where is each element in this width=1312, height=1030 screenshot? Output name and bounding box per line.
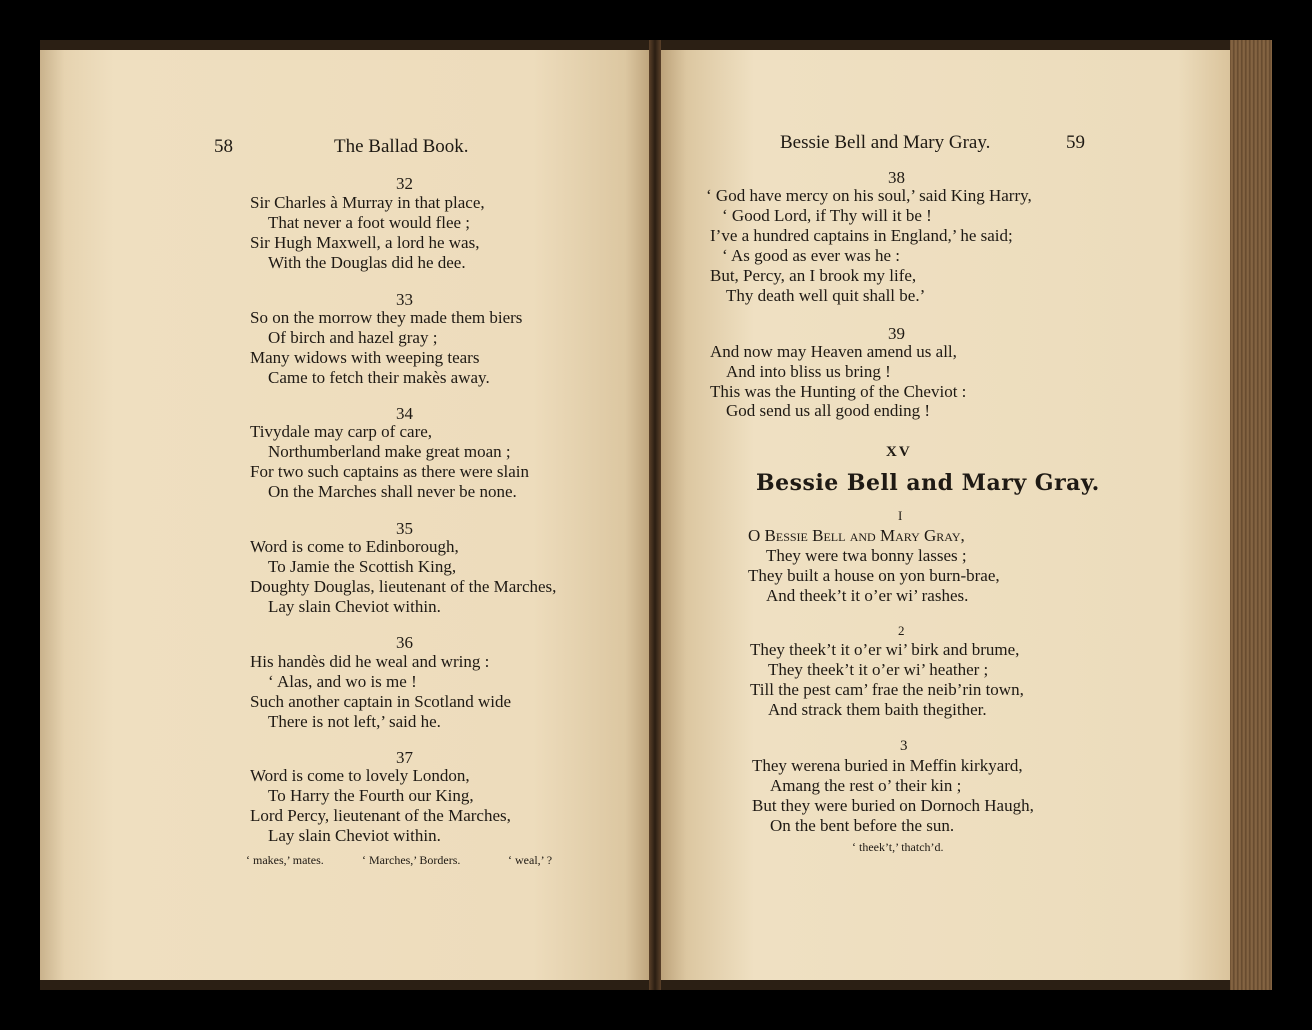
verse-line: ‘ Alas, and wo is me ! — [268, 672, 417, 691]
verse-line: Sir Charles à Murray in that place, — [250, 193, 485, 212]
verse-line: To Jamie the Scottish King, — [268, 557, 457, 576]
verse-line: They werena buried in Meffin kirkyard, — [752, 756, 1023, 775]
running-title-right: Bessie Bell and Mary Gray. — [780, 132, 991, 153]
verse-line: To Harry the Fourth our King, — [268, 786, 474, 805]
verse-line: There is not left,’ said he. — [268, 712, 441, 731]
verse-line: With the Douglas did he dee. — [268, 253, 466, 272]
verse-line: And strack them baith thegither. — [768, 700, 987, 719]
verse-line: But they were buried on Dornoch Haugh, — [752, 796, 1034, 815]
verse-line: That never a foot would flee ; — [268, 213, 471, 232]
verse-line: For two such captains as there were slain — [250, 462, 529, 481]
verse-line: But, Percy, an I brook my life, — [710, 266, 917, 285]
verse-line: Lord Percy, lieutenant of the Marches, — [250, 806, 511, 825]
verse-line: They theek’t it o’er wi’ birk and brume, — [750, 640, 1020, 659]
verse-line: And now may Heaven amend us all, — [710, 342, 957, 361]
footnote: ‘ Marches,’ Borders. — [362, 853, 461, 867]
verse-line: Many widows with weeping tears — [250, 348, 480, 367]
verse-line: Word is come to Edinborough, — [250, 537, 459, 556]
stanza-number: 39 — [888, 324, 905, 343]
stanza-number: 38 — [888, 168, 905, 187]
footnote: ‘ makes,’ mates. — [246, 853, 324, 867]
verse-line: Sir Hugh Maxwell, a lord he was, — [250, 233, 480, 252]
stanza-number: 35 — [396, 519, 413, 538]
verse-line: Lay slain Cheviot within. — [268, 826, 441, 845]
verse-line: Lay slain Cheviot within. — [268, 597, 441, 616]
stanza-number: 32 — [396, 174, 413, 193]
verse-line: And into bliss us bring ! — [726, 362, 891, 381]
verse-line: ‘ Good Lord, if Thy will it be ! — [722, 206, 932, 225]
page-number-left: 58 — [214, 136, 233, 157]
book-gutter — [649, 40, 661, 990]
verse-line: His handès did he weal and wring : — [250, 652, 490, 671]
verse-line: I’ve a hundred captains in England,’ he said; — [710, 226, 1013, 245]
verse-line: ‘ As good as ever was he : — [722, 246, 900, 265]
stanza-number: 2 — [898, 623, 905, 638]
verse-line: They were twa bonny lasses ; — [766, 546, 967, 565]
verse-line: ‘ God have mercy on his soul,’ said King Harry, — [706, 186, 1032, 205]
verse-line: Word is come to lovely London, — [250, 766, 470, 785]
verse-line: And theek’t it o’er wi’ rashes. — [766, 586, 969, 605]
verse-line: Thy death well quit shall be.’ — [726, 286, 926, 305]
verse-line: Northumberland make great moan ; — [268, 442, 511, 461]
right-page-edges — [1230, 40, 1272, 990]
verse-line: So on the morrow they made them biers — [250, 308, 523, 327]
ballad-number: XV — [886, 444, 912, 460]
open-book — [40, 40, 1272, 990]
left-page — [40, 50, 656, 980]
verse-line: On the Marches shall never be none. — [268, 482, 517, 501]
stanza-number: 3 — [900, 738, 908, 754]
verse-line: Such another captain in Scotland wide — [250, 692, 512, 711]
verse-line: Doughty Douglas, lieutenant of the Marches, — [250, 577, 557, 596]
verse-line: God send us all good ending ! — [726, 401, 930, 420]
right-page — [656, 50, 1270, 980]
stanza-number: 34 — [396, 404, 413, 423]
verse-line: Came to fetch their makès away. — [268, 368, 490, 387]
running-title-left: The Ballad Book. — [334, 136, 469, 157]
stanza-number: I — [898, 508, 903, 523]
stanza-number: 33 — [396, 290, 413, 309]
verse-line: O Bessie Bell and Mary Gray, — [748, 526, 965, 545]
verse-line: Till the pest cam’ frae the neib’rin town, — [750, 680, 1024, 699]
stanza-number: 36 — [396, 633, 413, 652]
verse-line: This was the Hunting of the Cheviot : — [710, 382, 967, 401]
verse-line: Amang the rest o’ their kin ; — [770, 776, 962, 795]
verse-line: They theek’t it o’er wi’ heather ; — [768, 660, 989, 679]
verse-line: Of birch and hazel gray ; — [268, 328, 438, 347]
verse-line: On the bent before the sun. — [770, 816, 955, 835]
verse-line: Tivydale may carp of care, — [250, 422, 433, 441]
footnote: ‘ weal,’ ? — [508, 853, 553, 867]
ballad-title: Bessie Bell and Mary Gray. — [756, 470, 1100, 496]
footnote: ‘ theek’t,’ thatch’d. — [852, 840, 944, 854]
verse-line: They built a house on yon burn-brae, — [748, 566, 1000, 585]
stanza-number: 37 — [396, 748, 413, 767]
page-number-right: 59 — [1066, 132, 1085, 153]
